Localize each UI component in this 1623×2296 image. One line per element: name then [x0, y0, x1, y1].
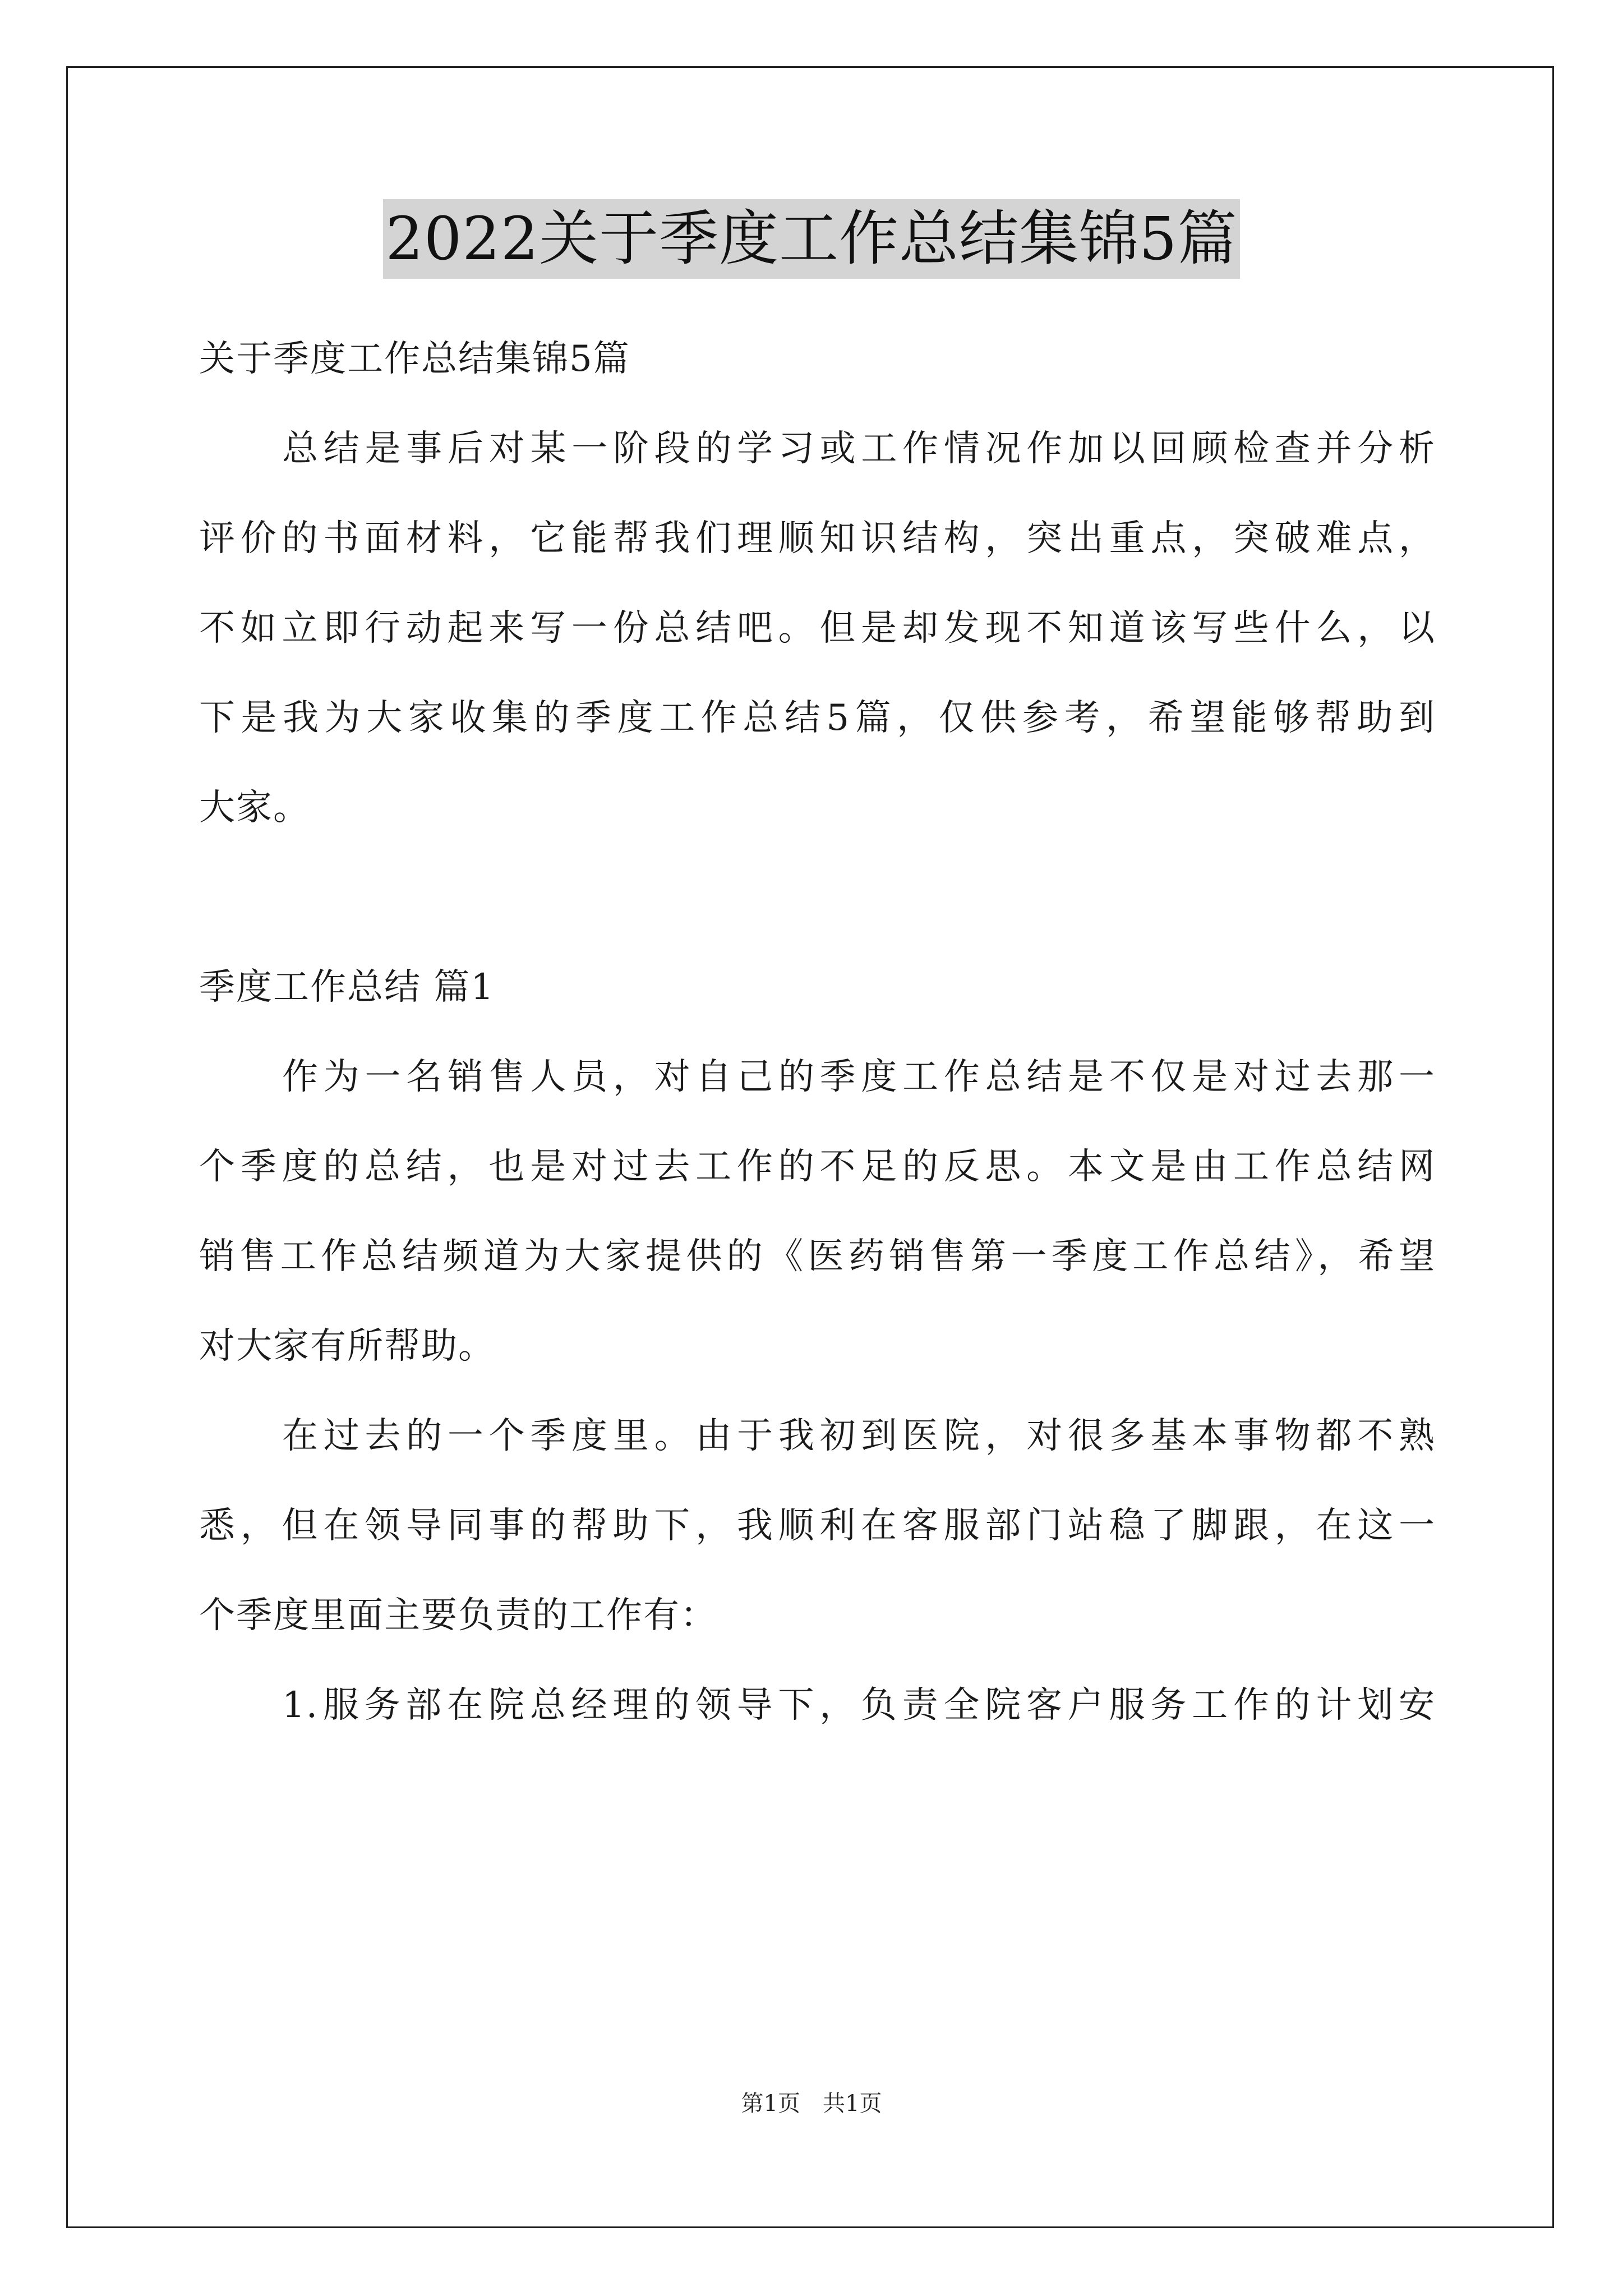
intro-line: 下是我为大家收集的季度工作总结5篇，仅供参考，希望能够帮助到 [199, 697, 1436, 739]
intro-line: 评价的书面材料，它能帮我们理顺知识结构，突出重点，突破难点， [199, 518, 1436, 559]
page-footer: 第1页 共1页 [741, 2091, 882, 2116]
section-heading: 季度工作总结 篇1 [199, 967, 495, 1008]
intro-line: 总结是事后对某一阶段的学习或工作情况作加以回顾检查并分析 [282, 428, 1436, 470]
document-title: 2022关于季度工作总结集锦5篇 [383, 199, 1239, 279]
title-container [0, 199, 1623, 279]
paragraph-line: 个季度里面主要负责的工作有： [199, 1595, 717, 1636]
paragraph-line: 作为一名销售人员，对自己的季度工作总结是不仅是对过去那一 [282, 1056, 1436, 1098]
document-body [199, 314, 1436, 1750]
paragraph-line: 销售工作总结频道为大家提供的《医药销售第一季度工作总结》，希望 [199, 1236, 1436, 1277]
paragraph-gap [199, 853, 1436, 942]
intro-line: 大家。 [199, 787, 310, 829]
paragraph-line: 在过去的一个季度里。由于我初到医院，对很多基本事物都不熟 [282, 1415, 1436, 1457]
paragraph-line: 1.服务部在院总经理的领导下，负责全院客户服务工作的计划安 [282, 1685, 1436, 1726]
paragraph-line: 个季度的总结，也是对过去工作的不足的反思。本文是由工作总结网 [199, 1146, 1436, 1188]
intro-line: 不如立即行动起来写一份总结吧。但是却发现不知道该写些什么，以 [199, 608, 1436, 649]
paragraph-line: 悉，但在领导同事的帮助下，我顺利在客服部门站稳了脚跟，在这一 [199, 1505, 1436, 1547]
paragraph-line: 对大家有所帮助。 [199, 1326, 495, 1367]
document-subtitle: 关于季度工作总结集锦5篇 [199, 338, 630, 380]
